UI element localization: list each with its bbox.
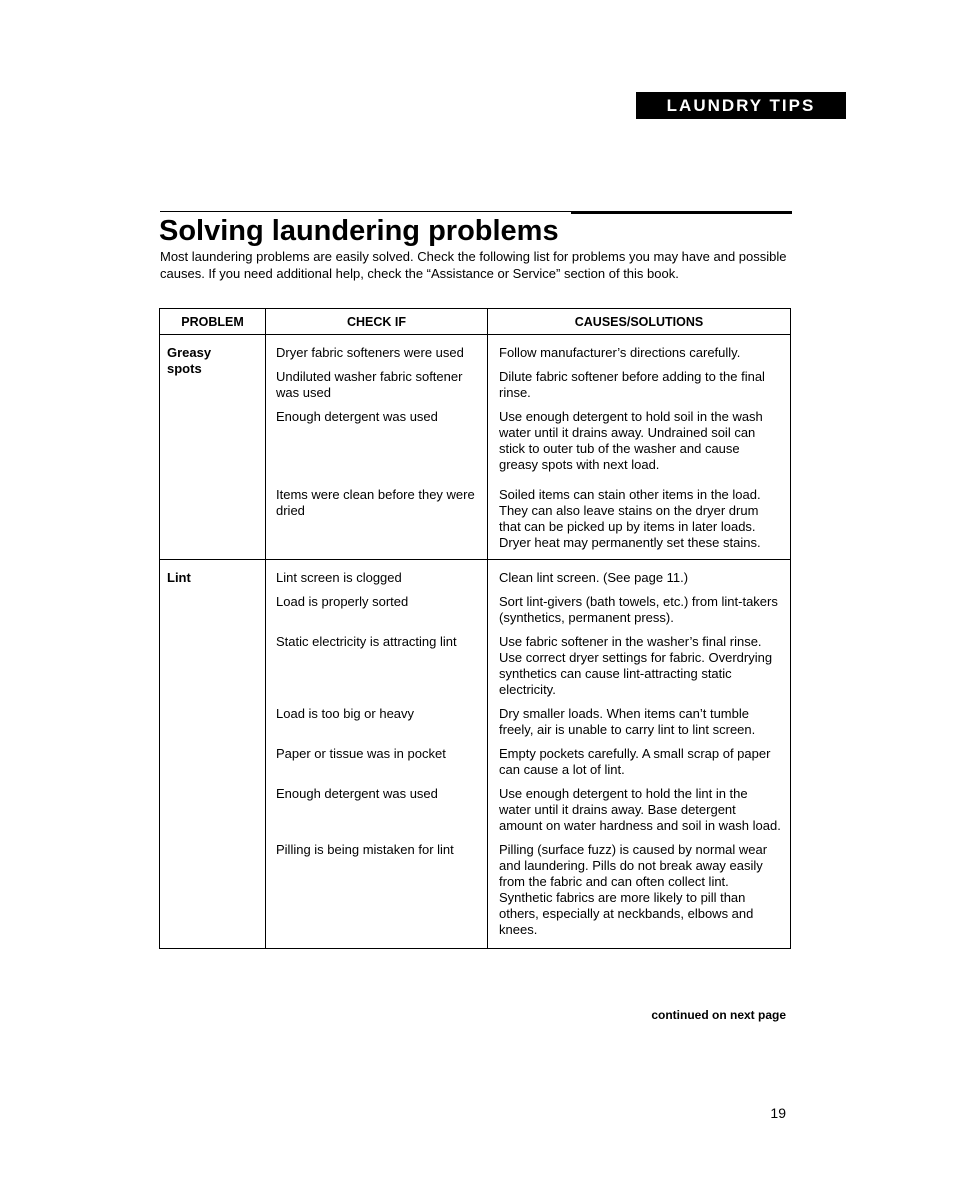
check-if-item: Lint screen is clogged <box>276 570 402 585</box>
problem-cell <box>160 560 266 949</box>
cause-solution-item: Use fabric softener in the washer’s final rinse. Use correct dryer settings for fabric. Overdrying synthetics can cause lint-attracting static electricity. <box>499 634 773 697</box>
cause-solution-item: Soiled items can stain other items in the load. They can also leave stains on the dryer drum that can be picked up by items in later loads. Dryer heat may permanently set these stains. <box>499 487 761 550</box>
continued-note: continued on next page <box>651 1008 786 1022</box>
check-if-item: Paper or tissue was in pocket <box>276 746 446 761</box>
check-if-cell <box>266 335 488 560</box>
problem-name: Greasy spots <box>167 345 212 376</box>
section-banner <box>636 92 846 119</box>
table-body <box>160 335 791 949</box>
cause-solution-item: Dilute fabric softener before adding to the final rinse. <box>499 369 765 400</box>
intro-paragraph: Most laundering problems are easily solved. Check the following list for problems you may have and possible causes. If you need additional help, check the “Assistance or Service” section of this book. <box>160 249 787 281</box>
causes-solutions-cell <box>488 560 791 949</box>
page-title: Solving laundering problems <box>159 212 571 250</box>
check-if-item: Load is properly sorted <box>276 594 409 609</box>
header-check-if: CHECK IF <box>266 309 488 335</box>
check-if-item: Pilling is being mistaken for lint <box>276 842 454 857</box>
cause-solution-item: Use enough detergent to hold soil in the wash water until it drains away. Undrained soil can stick to outer tub of the washer and cause greasy spots with next load. <box>499 409 763 472</box>
check-if-item: Items were clean before they were dried <box>276 487 475 518</box>
causes-solutions-cell <box>488 335 791 560</box>
check-if-item: Enough detergent was used <box>276 409 438 424</box>
check-if-cell <box>266 560 488 949</box>
cause-solution-item: Use enough detergent to hold the lint in the water until it drains away. Base detergent amount on water hardness and soil in wash load. <box>499 786 781 833</box>
check-if-item: Enough detergent was used <box>276 786 438 801</box>
cause-solution-item: Dry smaller loads. When items can’t tumble freely, air is unable to carry lint to lint screen. <box>499 706 756 737</box>
check-if-item: Load is too big or heavy <box>276 706 415 721</box>
problem-name: Lint <box>167 570 191 585</box>
page-number: 19 <box>770 1105 786 1121</box>
header-causes-solutions: CAUSES/SOLUTIONS <box>488 309 791 335</box>
troubleshooting-table <box>159 308 791 949</box>
table-row <box>160 560 791 949</box>
section-banner-label: LAUNDRY TIPS <box>666 95 816 115</box>
cause-solution-item: Clean lint screen. (See page 11.) <box>499 570 689 585</box>
cause-solution-item: Sort lint-givers (bath towels, etc.) from lint-takers (synthetics, permanent press). <box>499 594 778 625</box>
cause-solution-item: Follow manufacturer’s directions carefully. <box>499 345 741 360</box>
cause-solution-item: Pilling (surface fuzz) is caused by normal wear and laundering. Pills do not break away easily from the fabric and can often collect lint. Synthetic fabrics are more likely to pill than others, especially at neckbands, elbows and knees. <box>499 842 768 937</box>
check-if-item: Undiluted washer fabric softener was used <box>276 369 463 400</box>
header-problem: PROBLEM <box>160 309 266 335</box>
table-header-row <box>160 309 791 335</box>
table-row <box>160 335 791 560</box>
check-if-item: Static electricity is attracting lint <box>276 634 457 649</box>
problem-cell <box>160 335 266 560</box>
check-if-item: Dryer fabric softeners were used <box>276 345 464 360</box>
cause-solution-item: Empty pockets carefully. A small scrap of paper can cause a lot of lint. <box>499 746 771 777</box>
